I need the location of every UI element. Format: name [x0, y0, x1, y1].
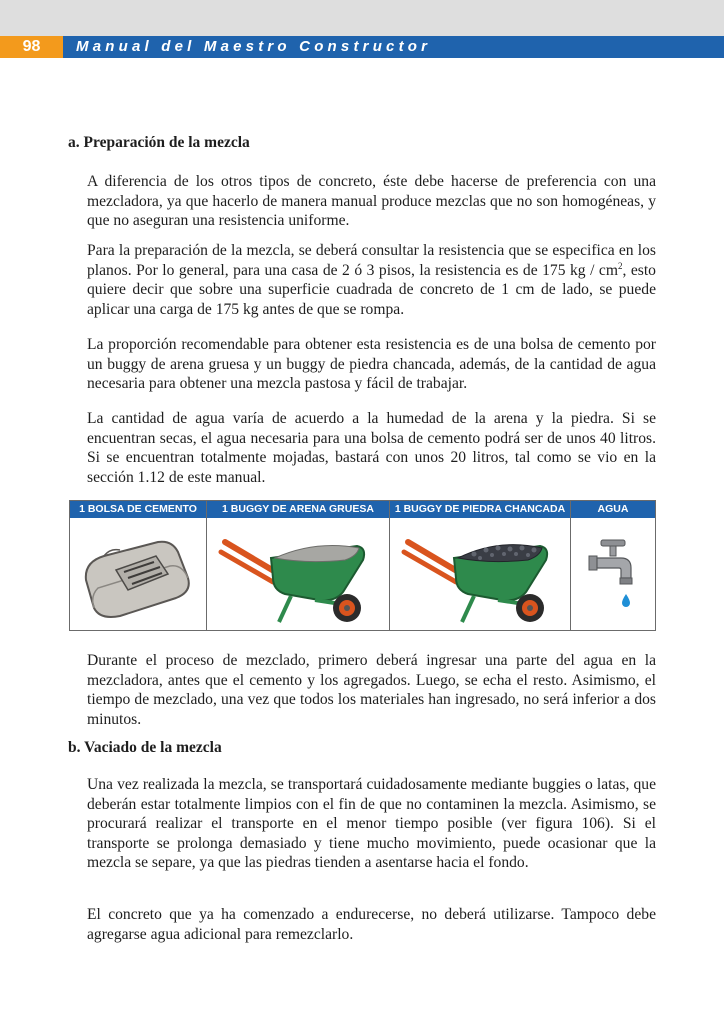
section-a-paragraph-1: A diferencia de los otros tipos de concreto, éste debe hacerse de preferencia con una mezcladora, ya que hacerlo de manera manual produce mezclas que no son homogéneas, y que no aseguran una resistencia uniforme. — [87, 173, 656, 229]
book-title: Manual del Maestro Constructor — [76, 38, 432, 55]
superscript-2: 2 — [617, 260, 623, 271]
paragraph-2-text-b: , esto quiere decir que sobre una superficie cuadrada de concreto de 1 cm de lado, se puede aplicar una carga de 175 kg antes de que se rompa. — [87, 261, 656, 318]
materials-table — [69, 500, 656, 631]
cement-cell — [70, 518, 206, 630]
column-header-cement: 1 BOLSA DE CEMENTO — [70, 501, 206, 518]
sand-cell — [207, 518, 389, 630]
column-header-water: AGUA — [571, 501, 655, 518]
section-b-paragraph-2: El concreto que ya ha comenzado a endurecerse, no deberá utilizarse. Tampoco debe agregarse agua adicional para remezclarlo. — [87, 906, 656, 943]
stone-cell — [390, 518, 570, 630]
wheelbarrow-stone-icon — [390, 518, 570, 630]
top-band — [0, 0, 724, 36]
wheelbarrow-sand-icon — [207, 518, 389, 630]
paragraph-2-text-a: Para la preparación de la mezcla, se deberá consultar la resistencia que se especifica en los planos. Por lo general, para una casa de 2 ó 3 pisos, la resistencia es de 175 kg / cm — [87, 242, 656, 279]
section-a-paragraph-5: Durante el proceso de mezclado, primero deberá ingresar una parte del agua en la mezcladora, antes que el cemento y los agregados. Luego, se echa el resto. Asimismo, el tiempo de mezclado, una vez que todos los materiales han ingresado, no será inferior a dos minutos. — [87, 652, 656, 728]
section-a-paragraph-3: La proporción recomendable para obtener esta resistencia es de una bolsa de cemento por un buggy de arena gruesa y un buggy de piedra chancada, además, de la cantidad de agua necesaria para obtener una mezcla pastosa y fácil de trabajar. — [87, 336, 656, 392]
water-tap-icon — [571, 518, 655, 630]
column-header-stone: 1 BUGGY DE PIEDRA CHANCADA — [390, 501, 570, 518]
section-a-heading: a. Preparación de la mezcla — [68, 134, 250, 151]
section-b-paragraph-1: Una vez realizada la mezcla, se transportará cuidadosamente mediante buggies o latas, que deberán estar totalmente limpios con el fin de que no contaminen la mezcla. Asimismo, se procurará realizar el transporte en el menor tiempo posible (ver figura 106). Si el transporte se prolonga demasiado y tiene mucho movimiento, puede ocasionar que la mezcla se separe, ya que las piedras tienden a asentarse hacia el fondo. — [87, 776, 656, 871]
page-number: 98 — [0, 36, 63, 58]
section-a-paragraph-2 — [87, 241, 656, 319]
section-a-paragraph-4: La cantidad de agua varía de acuerdo a la humedad de la arena y la piedra. Si se encuentran secas, el agua necesaria para una bolsa de cemento podrá ser de unos 40 litros. Si se encuentran totalmente mojadas, bastará con unos 20 litros, tal como se vio en la sección 1.12 de este manual. — [87, 410, 656, 486]
section-b-heading: b. Vaciado de la mezcla — [68, 739, 222, 756]
column-header-sand: 1 BUGGY DE ARENA GRUESA — [207, 501, 389, 518]
cement-bag-icon — [70, 518, 206, 630]
water-cell — [571, 518, 655, 630]
